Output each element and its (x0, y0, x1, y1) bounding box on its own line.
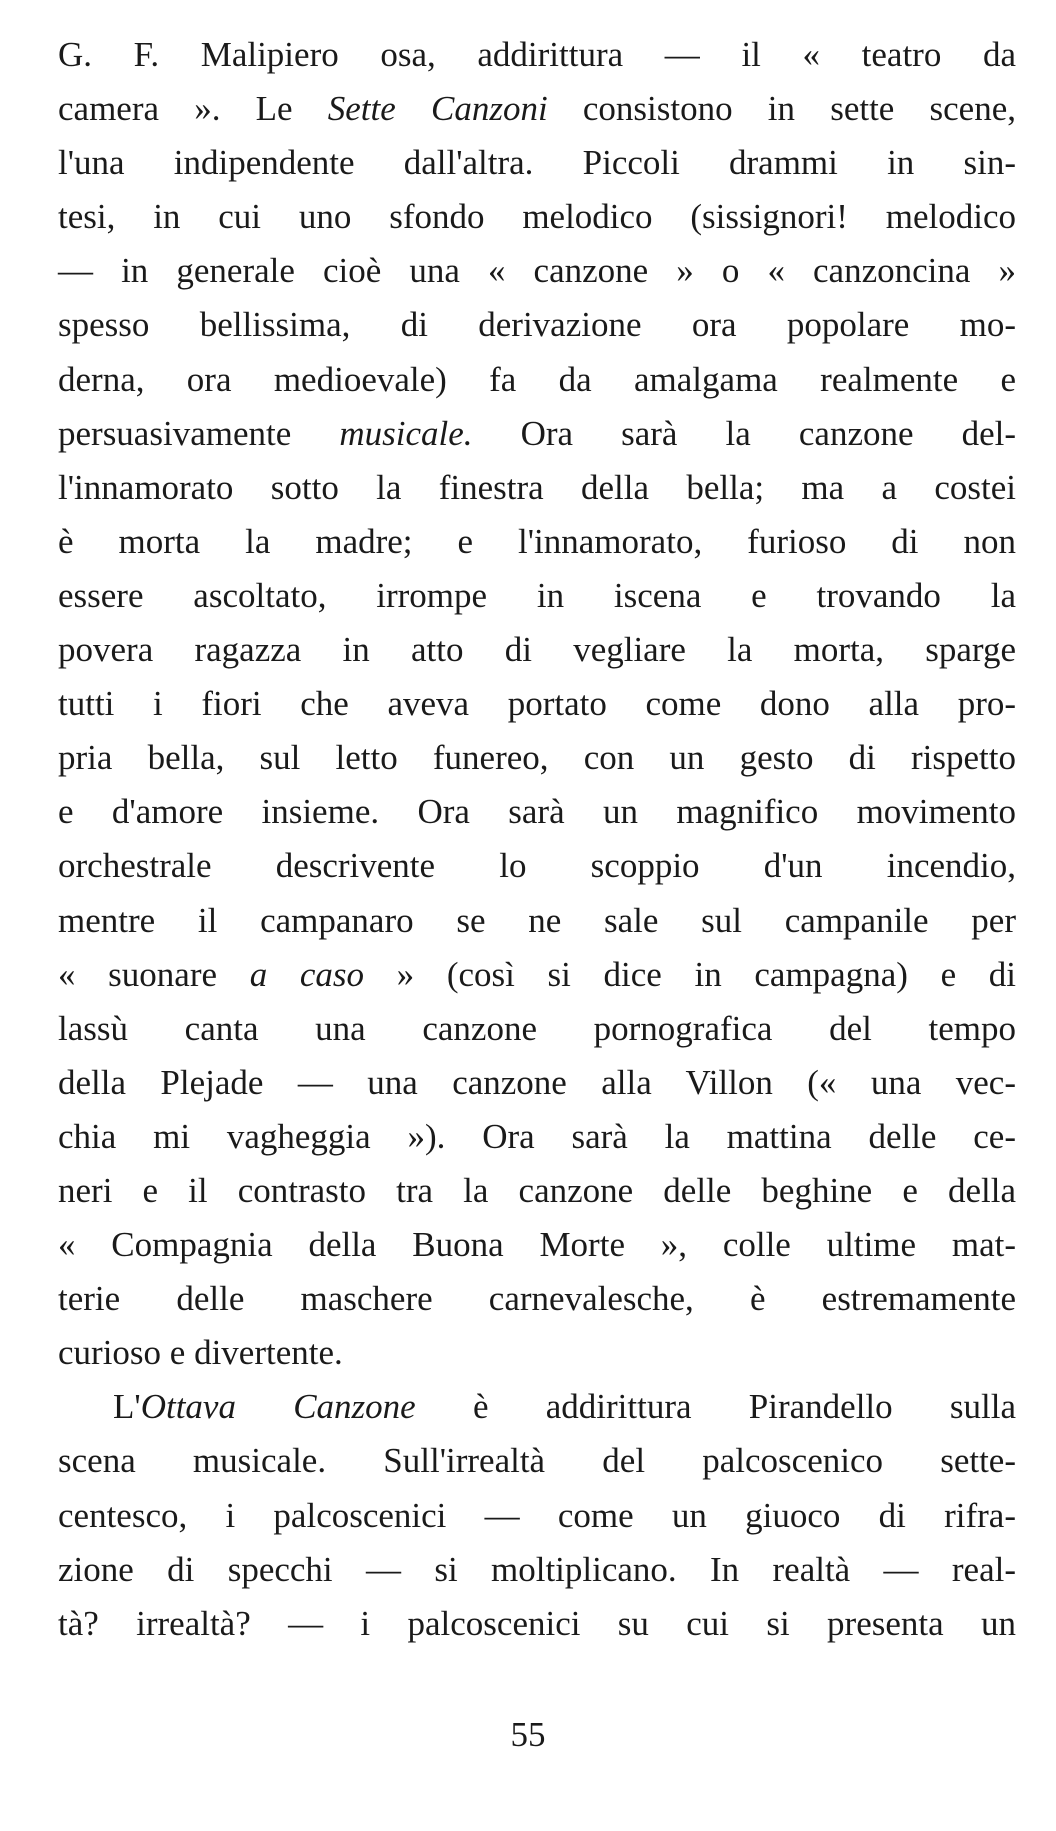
text-segment: camera ». Le (58, 89, 328, 129)
text-line (58, 1272, 1016, 1326)
text-line (58, 1597, 1016, 1651)
text-line-content (58, 630, 1016, 669)
text-segment: Ora sarà la canzone del- (472, 413, 1017, 453)
text-segment: curioso e divertente. (58, 1333, 343, 1373)
text-line (58, 136, 1016, 190)
text-line (58, 353, 1016, 407)
text-line-content (58, 1496, 1016, 1535)
text-segment: è morta la madre; e l'innamorato, furioso di non (58, 521, 1016, 561)
text-segment: L' (113, 1387, 141, 1427)
text-line-content (58, 360, 1016, 399)
text-segment: l'innamorato sotto la finestra della bella; ma a costei (58, 467, 1016, 507)
text-segment: neri e il contrasto tra la canzone delle beghine e della (58, 1170, 1016, 1210)
text-line (58, 785, 1016, 839)
text-segment: tà? irrealtà? — i palcoscenici su cui si presenta un (58, 1603, 1016, 1643)
text-segment: derna, ora medioevale) fa da amalgama realmente e (58, 359, 1016, 399)
text-line-content (58, 684, 1016, 723)
text-segment: centesco, i palcoscenici — come un giuoco di rifra- (58, 1495, 1016, 1535)
text-line (58, 677, 1016, 731)
text-line-content (58, 1171, 1016, 1210)
text-segment: povera ragazza in atto di vegliare la morta, sparge (58, 630, 1016, 670)
text-line (58, 1164, 1016, 1218)
text-line (58, 1056, 1016, 1110)
text-segment: lassù canta una canzone pornografica del tempo (58, 1008, 1016, 1048)
text-line-content (58, 89, 1016, 128)
text-line-content (58, 576, 1016, 615)
text-line (58, 1543, 1016, 1597)
text-line (58, 461, 1016, 515)
text-line-content (58, 955, 1016, 994)
text-segment: mentre il campanaro se ne sale sul campanile per (58, 900, 1016, 940)
text-line (58, 569, 1016, 623)
text-line-content (58, 846, 1016, 885)
text-line (58, 839, 1016, 893)
text-line-content (58, 143, 1016, 182)
text-segment: consistono in sette scene, (547, 89, 1016, 129)
text-line (58, 82, 1016, 136)
text-line-content (58, 1279, 1016, 1318)
text-segment: essere ascoltato, irrompe in iscena e trovando la (58, 575, 1016, 615)
text-segment: l'una indipendente dall'altra. Piccoli drammi in sin- (58, 143, 1016, 183)
text-line (58, 1380, 1016, 1434)
text-line-content (58, 1063, 1016, 1102)
text-line (58, 1434, 1016, 1488)
text-line-content (58, 251, 1016, 290)
italic-text: a caso (249, 954, 365, 994)
text-line (58, 190, 1016, 244)
text-line (58, 731, 1016, 785)
text-line-content (58, 901, 1016, 940)
text-segment: pria bella, sul letto funereo, con un gesto di rispetto (58, 738, 1016, 778)
text-line-content (58, 1604, 1016, 1643)
text-line-content (58, 1009, 1016, 1048)
text-line-content (58, 35, 1016, 74)
text-line-content (58, 414, 1016, 453)
text-line-content (58, 305, 1016, 344)
text-line-content (58, 738, 1016, 777)
text-segment: orchestrale descrivente lo scoppio d'un incendio, (58, 846, 1016, 886)
text-line (58, 298, 1016, 352)
text-line-content (58, 1333, 343, 1372)
text-segment: persuasivamente (58, 413, 340, 453)
italic-text: musicale. (339, 413, 473, 453)
text-segment: tesi, in cui uno sfondo melodico (sissignori! melodico (58, 197, 1016, 237)
text-segment: — in generale cioè una « canzone » o « canzoncina » (58, 251, 1016, 291)
text-line (58, 1002, 1016, 1056)
text-line-content (58, 1550, 1016, 1589)
text-segment: spesso bellissima, di derivazione ora popolare mo- (58, 305, 1016, 345)
page-number: 55 (510, 1715, 546, 1754)
text-segment: della Plejade — una canzone alla Villon (« una vec- (58, 1062, 1016, 1102)
text-line (58, 1326, 1016, 1380)
text-line (58, 515, 1016, 569)
text-segment: chia mi vagheggia »). Ora sarà la mattina delle ce- (58, 1116, 1016, 1156)
text-line-content (58, 468, 1016, 507)
text-line (58, 1110, 1016, 1164)
text-line-content (113, 1387, 1016, 1426)
text-line (58, 1489, 1016, 1543)
text-line (58, 948, 1016, 1002)
text-segment: « suonare (58, 954, 250, 994)
text-line (58, 28, 1016, 82)
page-body-text (58, 28, 1016, 1651)
text-segment: « Compagnia della Buona Morte », colle ultime mat- (58, 1225, 1016, 1265)
text-line (58, 623, 1016, 677)
italic-text: Ottava Canzone (140, 1387, 416, 1427)
text-line (58, 407, 1016, 461)
text-line-content (58, 1117, 1016, 1156)
text-line (58, 244, 1016, 298)
text-line (58, 1218, 1016, 1272)
text-segment: e d'amore insieme. Ora sarà un magnifico movimento (58, 792, 1016, 832)
italic-text: Sette Canzoni (327, 89, 548, 129)
text-line-content (58, 197, 1016, 236)
text-line-content (58, 522, 1016, 561)
text-segment: » (così si dice in campagna) e di (364, 954, 1016, 994)
text-segment: tutti i fiori che aveva portato come dono alla pro- (58, 684, 1016, 724)
text-line-content (58, 1441, 1016, 1480)
text-segment: scena musicale. Sull'irrealtà del palcoscenico sette- (58, 1441, 1016, 1481)
text-line (58, 894, 1016, 948)
text-line-content (58, 792, 1016, 831)
text-segment: G. F. Malipiero osa, addirittura — il « teatro da (58, 35, 1016, 74)
text-line-content (58, 1225, 1016, 1264)
text-segment: zione di specchi — si moltiplicano. In realtà — real- (58, 1549, 1016, 1589)
text-segment: terie delle maschere carnevalesche, è estremamente (58, 1279, 1016, 1319)
text-segment: è addirittura Pirandello sulla (415, 1387, 1016, 1427)
